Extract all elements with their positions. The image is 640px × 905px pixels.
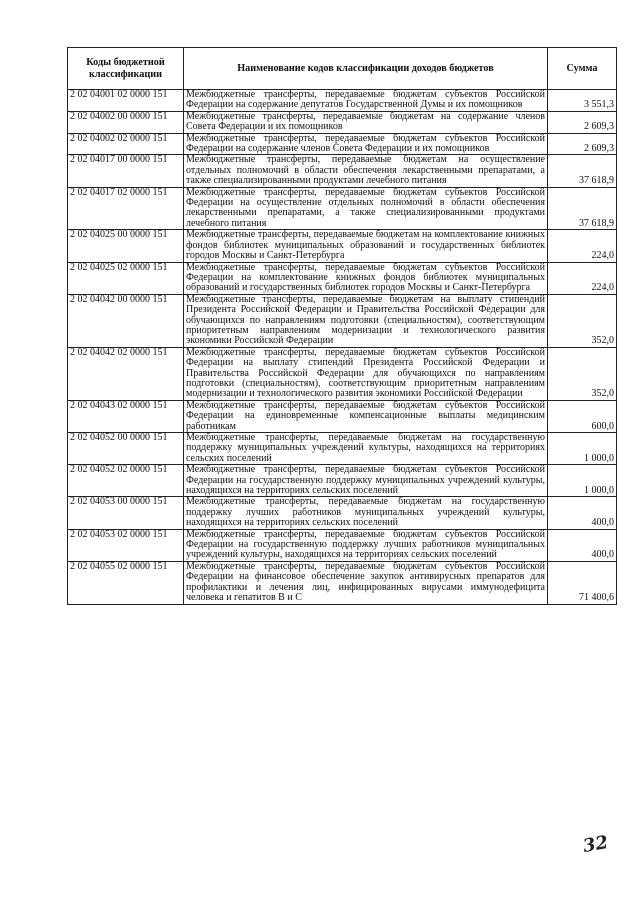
row-name: Межбюджетные трансферты, передаваемые бюджетам субъектов Российской Федерации на единовременные компенсационные выплаты медицинским работникам: [184, 400, 548, 432]
row-name: Межбюджетные трансферты, передаваемые бюджетам субъектов Российской Федерации на государственную поддержку муниципальных учреждений культуры, находящихся на территориях сельских поселений: [184, 465, 548, 497]
row-name: Межбюджетные трансферты, передаваемые бюджетам субъектов Российской Федерации на выплату стипендий Президента Российской Федерации и Правительства Российской Федерации для обучающихся по направлениям подготовки (специальностям), соответствующим приоритетным направлениям модернизации и технологического развития экономики Российской Федерации: [184, 347, 548, 400]
row-code: 2 02 04042 02 0000 151: [68, 347, 184, 400]
row-code: 2 02 04053 00 0000 151: [68, 497, 184, 529]
table-row: [68, 529, 617, 561]
row-name: Межбюджетные трансферты, передаваемые бюджетам на осуществление отдельных полномочий в области обеспечения лекарственными препаратами, а также специализированными продуктами лечебного питания: [184, 155, 548, 187]
row-name: Межбюджетные трансферты, передаваемые бюджетам субъектов Российской Федерации на содержание членов Совета Федерации и их помощников: [184, 133, 548, 155]
row-sum: 1 000,0: [548, 465, 617, 497]
row-code: 2 02 04043 02 0000 151: [68, 400, 184, 432]
row-code: 2 02 04042 00 0000 151: [68, 294, 184, 347]
row-sum: 37 618,9: [548, 155, 617, 187]
table-body: [68, 90, 617, 605]
row-name: Межбюджетные трансферты, передаваемые бюджетам на государственную поддержку лучших работников муниципальных учреждений культуры, находящихся на территориях сельских поселений: [184, 497, 548, 529]
table-row: [68, 294, 617, 347]
row-sum: 400,0: [548, 529, 617, 561]
table-row: [68, 90, 617, 112]
table-header-row: [68, 48, 617, 90]
table-row: [68, 465, 617, 497]
row-name: Межбюджетные трансферты, передаваемые бюджетам субъектов Российской Федерации на государственную поддержку лучших работников муниципальных учреждений культуры, находящихся на территориях сельских поселений: [184, 529, 548, 561]
header-sum: Сумма: [548, 48, 617, 90]
row-sum: 224,0: [548, 262, 617, 294]
row-name: Межбюджетные трансферты, передаваемые бюджетам на комплектование книжных фондов библиотек муниципальных образований и государственных библиотек городов Москвы и Санкт-Петербурга: [184, 230, 548, 262]
row-name: Межбюджетные трансферты, передаваемые бюджетам субъектов Российской Федерации на осуществление отдельных полномочий в области обеспечения лекарственными препаратами, а также специализированными продуктами лечебного питания: [184, 187, 548, 230]
row-code: 2 02 04052 02 0000 151: [68, 465, 184, 497]
row-sum: 3 551,3: [548, 90, 617, 112]
row-name: Межбюджетные трансферты, передаваемые бюджетам на содержание членов Совета Федерации и их помощников: [184, 111, 548, 133]
row-sum: 1 000,0: [548, 433, 617, 465]
header-code: Коды бюджетной классификации: [68, 48, 184, 90]
row-code: 2 02 04002 00 0000 151: [68, 111, 184, 133]
header-name: Наименование кодов классификации доходов бюджетов: [184, 48, 548, 90]
table-row: [68, 561, 617, 604]
row-code: 2 02 04017 00 0000 151: [68, 155, 184, 187]
row-name: Межбюджетные трансферты, передаваемые бюджетам субъектов Российской Федерации на финансовое обеспечение закупок антивирусных препаратов для профилактики и лечения лиц, инфицированных вирусами иммунодефицита человека и гепатитов В и С: [184, 561, 548, 604]
row-name: Межбюджетные трансферты, передаваемые бюджетам субъектов Российской Федерации на содержание депутатов Государственной Думы и их помощников: [184, 90, 548, 112]
table-row: [68, 347, 617, 400]
table-row: [68, 111, 617, 133]
row-sum: 37 618,9: [548, 187, 617, 230]
row-sum: 400,0: [548, 497, 617, 529]
row-sum: 352,0: [548, 294, 617, 347]
row-code: 2 02 04053 02 0000 151: [68, 529, 184, 561]
row-name: Межбюджетные трансферты, передаваемые бюджетам на выплату стипендий Президента Российской Федерации и Правительства Российской Федерации для обучающихся по направлениям подготовки (специальностям), соответствующим приоритетным направлениям модернизации и технологического развития экономики Российской Федерации: [184, 294, 548, 347]
row-sum: 71 400,6: [548, 561, 617, 604]
table-row: [68, 400, 617, 432]
row-sum: 352,0: [548, 347, 617, 400]
document-page: [67, 47, 616, 605]
row-sum: 2 609,3: [548, 133, 617, 155]
row-code: 2 02 04052 00 0000 151: [68, 433, 184, 465]
row-code: 2 02 04055 02 0000 151: [68, 561, 184, 604]
row-code: 2 02 04025 02 0000 151: [68, 262, 184, 294]
table-row: [68, 433, 617, 465]
page-number: 32: [581, 831, 610, 858]
table-row: [68, 497, 617, 529]
row-code: 2 02 04002 02 0000 151: [68, 133, 184, 155]
table-row: [68, 187, 617, 230]
row-sum: 224,0: [548, 230, 617, 262]
budget-codes-table: [67, 47, 617, 605]
row-name: Межбюджетные трансферты, передаваемые бюджетам субъектов Российской Федерации на комплектование книжных фондов библиотек муниципальных образований и государственных библиотек городов Москвы и Санкт-Петербурга: [184, 262, 548, 294]
table-row: [68, 133, 617, 155]
row-code: 2 02 04017 02 0000 151: [68, 187, 184, 230]
row-sum: 2 609,3: [548, 111, 617, 133]
table-row: [68, 262, 617, 294]
row-name: Межбюджетные трансферты, передаваемые бюджетам на государственную поддержку муниципальных учреждений культуры, находящихся на территориях сельских поселений: [184, 433, 548, 465]
row-code: 2 02 04001 02 0000 151: [68, 90, 184, 112]
table-row: [68, 155, 617, 187]
row-code: 2 02 04025 00 0000 151: [68, 230, 184, 262]
table-row: [68, 230, 617, 262]
row-sum: 600,0: [548, 400, 617, 432]
